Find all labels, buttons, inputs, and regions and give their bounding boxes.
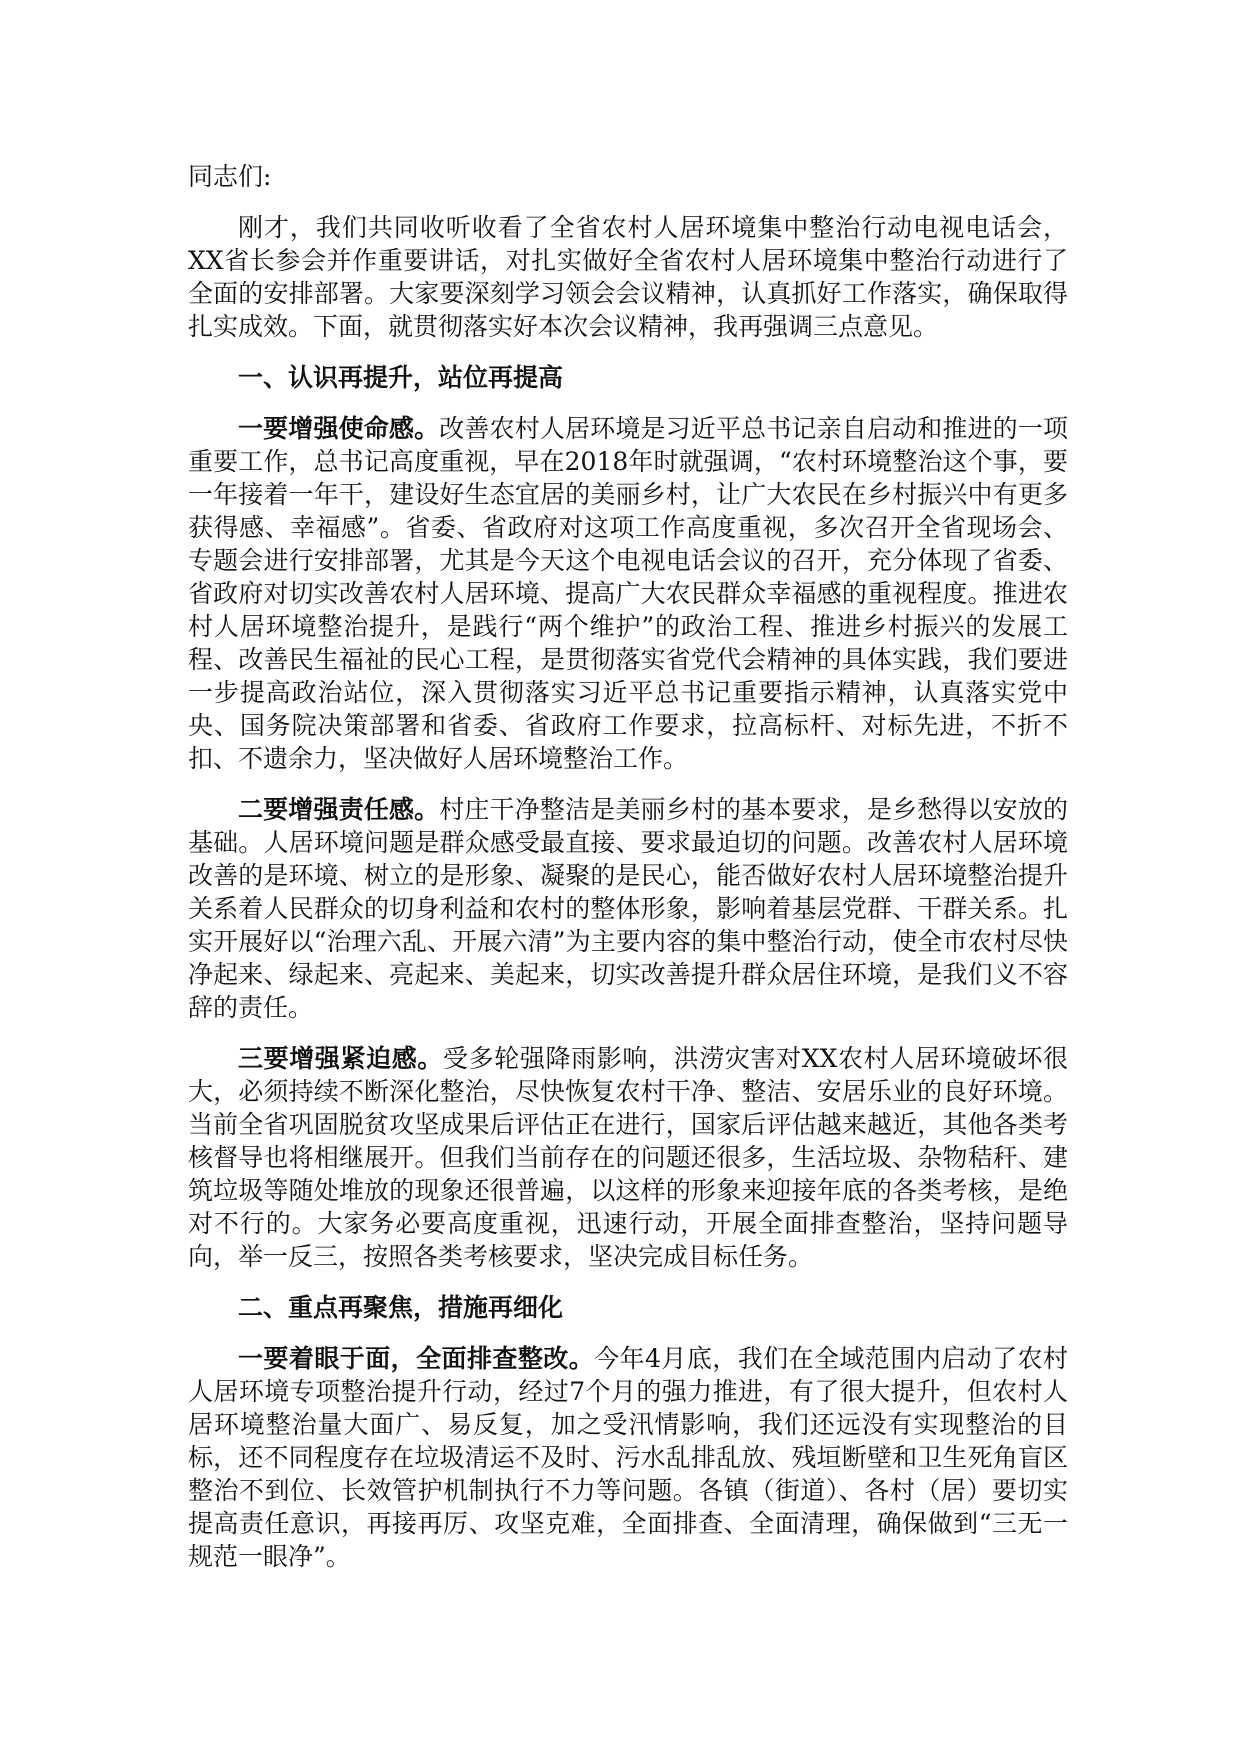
section-1-paragraph-2: [188, 793, 1068, 1024]
paragraph-lead: 二要增强责任感。: [238, 795, 440, 824]
paragraph-lead: 三要增强紧迫感。: [238, 1044, 444, 1073]
section-2-paragraph-1: [188, 1342, 1068, 1573]
intro-paragraph: 刚才，我们共同收听收看了全省农村人居环境集中整治行动电视电话会，XX省长参会并作重要讲话，对扎实做好全省农村人居环境集中整治行动进行了全面的安排部署。大家要深刻学习领会会议精神，认真抓好工作落实，确保取得扎实成效。下面，就贯彻落实好本次会议精神，我再强调三点意见。: [188, 213, 1068, 341]
section-2-heading: 二、重点再聚焦，措施再细化: [238, 1293, 564, 1322]
document-page: [188, 160, 1068, 1591]
paragraph-lead: 一要增强使命感。: [238, 414, 440, 443]
paragraph-text: 改善农村人居环境是习近平总书记亲自启动和推进的一项重要工作，总书记高度重视，早在2018年时就强调，“农村环境整治这个事，要一年接着一年干，建设好生态宜居的美丽乡村，让广大农民在乡村振兴中有更多获得感、幸福感”。省委、省政府对这项工作高度重视，多次召开全省现场会、专题会进行安排部署，尤其是今天这个电视电话会议的召开，充分体现了省委、省政府对切实改善农村人居环境、提高广大农民群众幸福感的重视程度。推进农村人居环境整治提升，是践行“两个维护”的政治工程、推进乡村振兴的发展工程、改善民生福祉的民心工程，是贯彻落实省党代会精神的具体实践，我们要进一步提高政治站位，深入贯彻落实习近平总书记重要指示精神，认真落实党中央、国务院决策部署和省委、省政府工作要求，拉高标杆、对标先进，不折不扣、不遗余力，坚决做好人居环境整治工作。: [188, 414, 1068, 773]
paragraph-text: 村庄干净整洁是美丽乡村的基本要求，是乡愁得以安放的基础。人居环境问题是群众感受最直接、要求最迫切的问题。改善农村人居环境改善的是环境、树立的是形象、凝聚的是民心，能否做好农村人居环境整治提升关系着人民群众的切身利益和农村的整体形象，影响着基层党群、干群关系。扎实开展好以“治理六乱、开展六清”为主要内容的集中整治行动，使全市农村尽快净起来、绿起来、亮起来、美起来，切实改善提升群众居住环境，是我们义不容辞的责任。: [188, 795, 1068, 1022]
section-1-heading: 一、认识再提升，站位再提高: [238, 363, 564, 392]
paragraph-text: 今年4月底，我们在全域范围内启动了农村人居环境专项整治提升行动，经过7个月的强力推进，有了很大提升，但农村人居环境整治量大面广、易反复，加之受汛情影响，我们还远没有实现整治的目标，还不同程度存在垃圾清运不及时、污水乱排乱放、残垣断壁和卫生死角盲区整治不到位、长效管护机制执行不力等问题。各镇（街道）、各村（居）要切实提高责任意识，再接再厉、攻坚克难，全面排查、全面清理，确保做到“三无一规范一眼净”。: [188, 1344, 1068, 1571]
section-1-paragraph-1: [188, 412, 1068, 775]
paragraph-text: 受多轮强降雨影响，洪涝灾害对XX农村人居环境破坏很大，必须持续不断深化整治，尽快恢复农村干净、整洁、安居乐业的良好环境。当前全省巩固脱贫攻坚成果后评估正在进行，国家后评估越来越近，其他各类考核督导也将相继展开。但我们当前存在的问题还很多，生活垃圾、杂物秸秆、建筑垃圾等随处堆放的现象还很普遍，以这样的形象来迎接年底的各类考核，是绝对不行的。大家务必要高度重视，迅速行动，开展全面排查整治，坚持问题导向，举一反三，按照各类考核要求，坚决完成目标任务。: [188, 1044, 1068, 1271]
section-1-paragraph-3: [188, 1042, 1068, 1273]
salutation: 同志们:: [188, 162, 272, 191]
paragraph-lead: 一要着眼于面，全面排查整改。: [238, 1344, 595, 1373]
